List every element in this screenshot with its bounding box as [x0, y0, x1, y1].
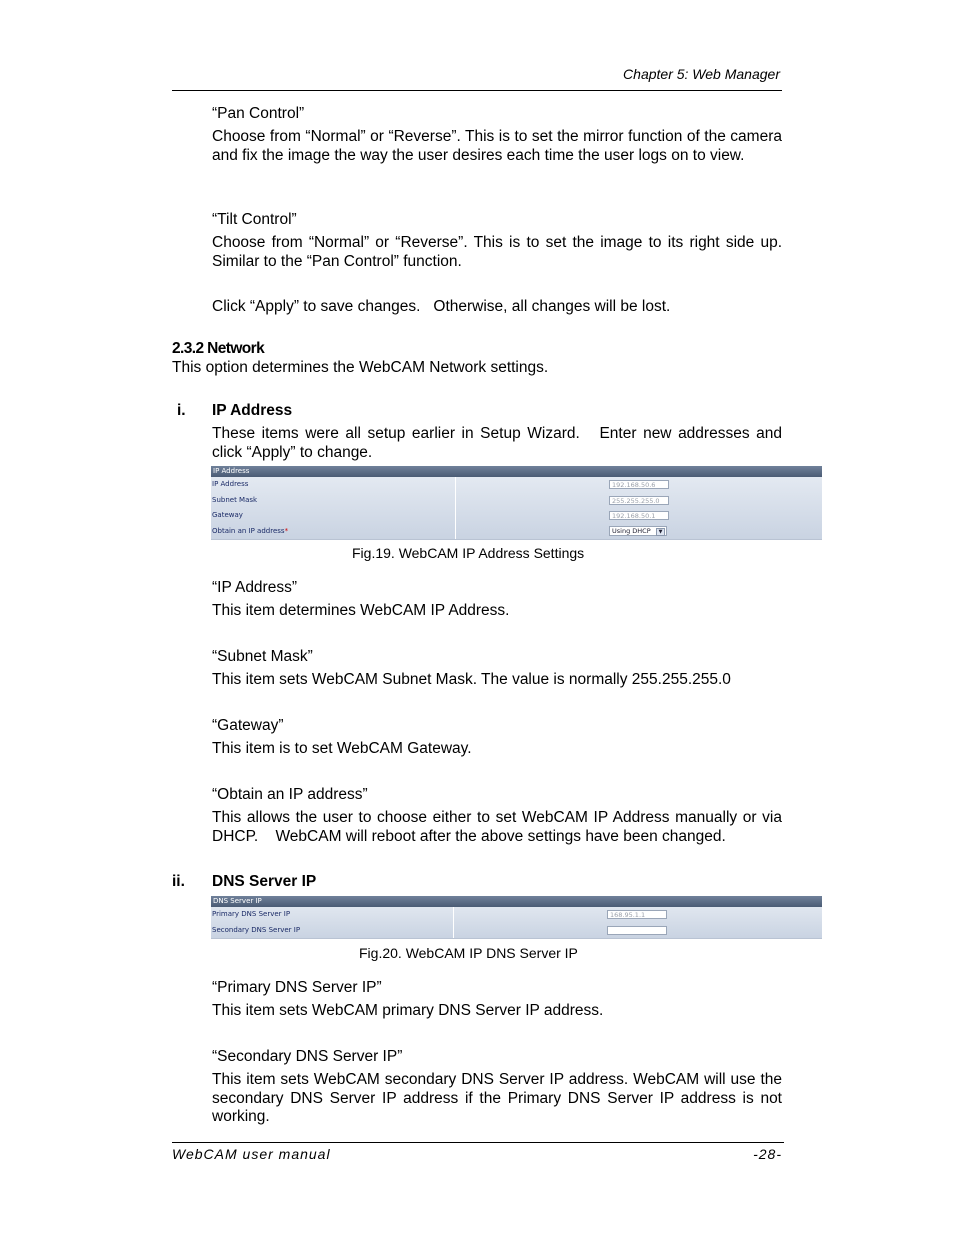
obtain-ip-select-value: Using DHCP	[612, 527, 651, 535]
gateway-item-title: “Gateway”	[212, 717, 284, 734]
chevron-down-icon: ▼	[656, 528, 665, 536]
header-rule	[172, 90, 782, 91]
fig20-caption: Fig.20. WebCAM IP DNS Server IP	[359, 945, 578, 961]
primary-dns-row-label: Primary DNS Server IP	[212, 910, 291, 918]
network-intro: This option determines the WebCAM Network settings.	[172, 359, 549, 376]
dns-settings-header: DNS Server IP	[211, 896, 822, 907]
secondary-dns-item-title: “Secondary DNS Server IP”	[212, 1048, 403, 1065]
ip-section-number: i.	[177, 402, 186, 419]
tilt-control-body: Choose from “Normal” or “Reverse”. This is to set the image to its right side up. Similar to the “Pan Control” function.	[212, 234, 782, 270]
ip-settings-header: IP Address	[211, 466, 822, 477]
dns-settings-screenshot	[211, 896, 822, 939]
primary-dns-item-title: “Primary DNS Server IP”	[212, 979, 382, 996]
gateway-field[interactable]: 192.168.50.1	[609, 511, 669, 520]
gateway-row-label: Gateway	[212, 511, 243, 519]
gateway-item-body: This item is to set WebCAM Gateway.	[212, 740, 472, 757]
secondary-dns-item-body: This item sets WebCAM secondary DNS Server IP address. WebCAM will use the secondary DNS Server IP address if the Primary DNS Server IP address is not working.	[212, 1071, 782, 1125]
obtain-ip-select[interactable]	[609, 526, 667, 536]
obtain-ip-item-title: “Obtain an IP address”	[212, 786, 368, 803]
footer-manual-title: WebCAM user manual	[172, 1146, 331, 1162]
obtain-row	[211, 524, 822, 540]
secondary-dns-row	[211, 923, 822, 939]
required-marker: *	[284, 526, 289, 535]
ip-section-title: IP Address	[212, 402, 293, 419]
fig19-caption: Fig.19. WebCAM IP Address Settings	[352, 545, 585, 561]
subnet-row-label: Subnet Mask	[212, 495, 258, 504]
primary-dns-item-body: This item sets WebCAM primary DNS Server IP address.	[212, 1002, 604, 1019]
dns-section-number: ii.	[172, 873, 185, 890]
ip-address-item-title: “IP Address”	[212, 579, 298, 596]
subnet-mask-item-body: This item sets WebCAM Subnet Mask. The value is normally 255.255.255.0	[212, 671, 731, 688]
ip-settings-screenshot	[211, 466, 822, 540]
secondary-dns-field[interactable]	[607, 926, 667, 935]
dns-section-title: DNS Server IP	[212, 873, 317, 890]
tilt-control-title: “Tilt Control”	[212, 211, 297, 228]
ip-row	[211, 477, 822, 493]
subnet-row	[211, 493, 822, 509]
ip-address-item-body: This item determines WebCAM IP Address.	[212, 602, 510, 619]
network-heading: 2.3.2 Network	[172, 340, 265, 357]
pan-control-body: Choose from “Normal” or “Reverse”. This is to set the mirror function of the camera and fix the image the way the user desires each time the user logs on to view.	[212, 128, 782, 164]
gateway-row	[211, 508, 822, 524]
footer-rule	[172, 1142, 784, 1143]
secondary-dns-row-label: Secondary DNS Server IP	[212, 925, 301, 934]
primary-dns-row	[211, 907, 822, 923]
obtain-ip-item-body: This allows the user to choose either to set WebCAM IP Address manually or via DHCP. WebCAM will reboot after the above settings have been changed.	[212, 809, 787, 845]
subnet-mask-item-title: “Subnet Mask”	[212, 648, 313, 665]
ip-address-field[interactable]: 192.168.50.6	[609, 480, 669, 489]
chapter-title: Chapter 5: Web Manager	[623, 66, 780, 82]
page-number: -28-	[753, 1146, 782, 1162]
subnet-mask-field[interactable]: 255.255.255.0	[609, 496, 669, 505]
pan-control-title: “Pan Control”	[212, 105, 305, 122]
obtain-row-label: Obtain an IP address	[212, 526, 285, 535]
primary-dns-field[interactable]: 168.95.1.1	[607, 910, 667, 919]
ip-row-label: IP Address	[212, 480, 249, 488]
ip-section-intro: These items were all setup earlier in Setup Wizard. Enter new addresses and click “Apply” to change.	[212, 425, 787, 461]
apply-note: Click “Apply” to save changes. Otherwise, all changes will be lost.	[212, 298, 671, 315]
